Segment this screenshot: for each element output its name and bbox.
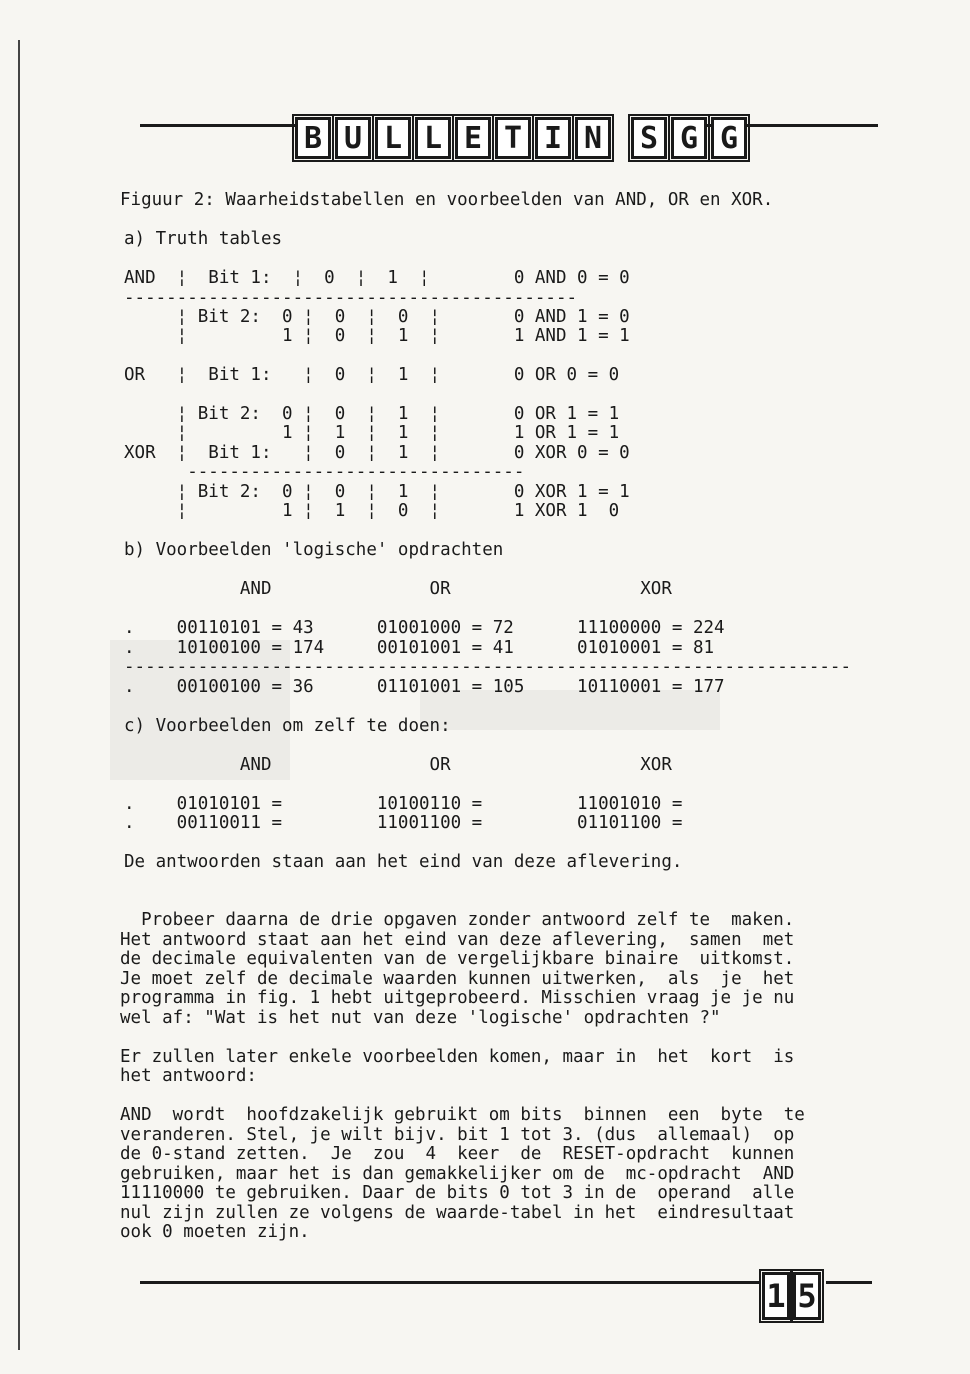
banner-letter: B (295, 117, 331, 159)
truth-line: ¦ Bit 2: 0 ¦ 0 ¦ 1 ¦ 0 OR 1 = 1 (124, 404, 620, 424)
footer-rule-left (140, 1281, 760, 1284)
header-rule-left (140, 124, 295, 127)
paragraph-line: Probeer daarna de drie opgaven zonder antwoord zelf te maken. (120, 910, 795, 930)
paragraph-line: gebruiken, maar het is dan gemakkelijker om de mc-opdracht AND (120, 1164, 795, 1184)
paragraph-line: de 0-stand zetten. Je zou 4 keer de RESET-opdracht kunnen (120, 1144, 795, 1164)
paragraph-line: Er zullen later enkele voorbeelden komen, maar in het kort is (120, 1047, 795, 1067)
paragraph-line: ook 0 moeten zijn. (120, 1222, 310, 1242)
paragraph-line: veranderen. Stel, je wilt bijv. bit 1 tot 3. (dus allemaal) op (120, 1125, 795, 1145)
paragraph-line: het antwoord: (120, 1066, 257, 1086)
section-b-label: b) Voorbeelden 'logische' opdrachten (124, 540, 504, 560)
banner-letter: I (535, 117, 571, 159)
c-line: . 00110011 = 11001100 = 01101100 = (124, 813, 683, 833)
paragraph-line: de decimale equivalenten van de vergelijkbare binaire uitkomst. (120, 949, 795, 969)
banner-letter: N (575, 117, 611, 159)
footer-rule-right (826, 1281, 872, 1284)
page-number (762, 1272, 821, 1320)
banner-letter: L (415, 117, 451, 159)
paragraph-line: Het antwoord staat aan het eind van deze aflevering, samen met (120, 930, 795, 950)
banner-letter: U (335, 117, 371, 159)
truth-line: ¦ 1 ¦ 1 ¦ 0 ¦ 1 XOR 1 0 (124, 501, 620, 521)
banner-letter: G (711, 117, 747, 159)
section-c-label: c) Voorbeelden om zelf te doen: (124, 716, 451, 736)
binding-line (18, 40, 20, 1350)
section-a-label: a) Truth tables (124, 229, 283, 249)
truth-line: ¦ Bit 2: 0 ¦ 0 ¦ 0 ¦ 0 AND 1 = 0 (124, 307, 630, 327)
banner-letter: E (455, 117, 491, 159)
paragraph-line: AND wordt hoofdzakelijk gebruikt om bits binnen een byte te (120, 1105, 805, 1125)
truth-line: AND ¦ Bit 1: ¦ 0 ¦ 1 ¦ 0 AND 0 = 0 (124, 268, 630, 288)
truth-line: ------------------------------------------- (124, 288, 578, 308)
truth-line: OR ¦ Bit 1: ¦ 0 ¦ 1 ¦ 0 OR 0 = 0 (124, 365, 620, 385)
banner-letter: L (375, 117, 411, 159)
bulletin-sgg-banner (295, 117, 747, 159)
paragraph-line: 11110000 te gebruiken. Daar de bits 0 tot 3 in de operand alle (120, 1183, 795, 1203)
page-digit: 5 (793, 1272, 821, 1320)
b-line: . 10100100 = 174 00101001 = 41 01010001 = 81 (124, 638, 715, 658)
banner-letter: T (495, 117, 531, 159)
paragraph-line: nul zijn zullen ze volgens de waarde-tabel in het eindresultaat (120, 1203, 795, 1223)
paragraph-line: Je moet zelf de decimale waarden kunnen uitwerken, als je het (120, 969, 795, 989)
banner-letter: S (631, 117, 667, 159)
b-line: . 00110101 = 43 01001000 = 72 11100000 = 224 (124, 618, 725, 638)
c-header: AND OR XOR (124, 755, 672, 775)
paragraph-line: programma in fig. 1 hebt uitgeprobeerd. Misschien vraag je je nu (120, 988, 795, 1008)
truth-line: ¦ 1 ¦ 1 ¦ 1 ¦ 1 OR 1 = 1 (124, 423, 620, 443)
b-line: . 00100100 = 36 01101001 = 105 10110001 = 177 (124, 677, 725, 697)
truth-line: XOR ¦ Bit 1: ¦ 0 ¦ 1 ¦ 0 XOR 0 = 0 (124, 443, 630, 463)
c-line: . 01010101 = 10100110 = 11001010 = (124, 794, 683, 814)
c-note: De antwoorden staan aan het eind van deze aflevering. (124, 852, 683, 872)
b-header: AND OR XOR (124, 579, 672, 599)
truth-line: -------------------------------- (124, 462, 525, 482)
truth-line: ¦ 1 ¦ 0 ¦ 1 ¦ 1 AND 1 = 1 (124, 326, 630, 346)
figure-title: Figuur 2: Waarheidstabellen en voorbeelden van AND, OR en XOR. (120, 190, 774, 210)
paragraph-line: wel af: "Wat is het nut van deze 'logische' opdrachten ?" (120, 1008, 721, 1028)
b-line: --------------------------------------------------------------------- (124, 657, 851, 677)
truth-line: ¦ Bit 2: 0 ¦ 0 ¦ 1 ¦ 0 XOR 1 = 1 (124, 482, 630, 502)
page-digit: 1 (762, 1272, 790, 1320)
banner-letter: G (671, 117, 707, 159)
